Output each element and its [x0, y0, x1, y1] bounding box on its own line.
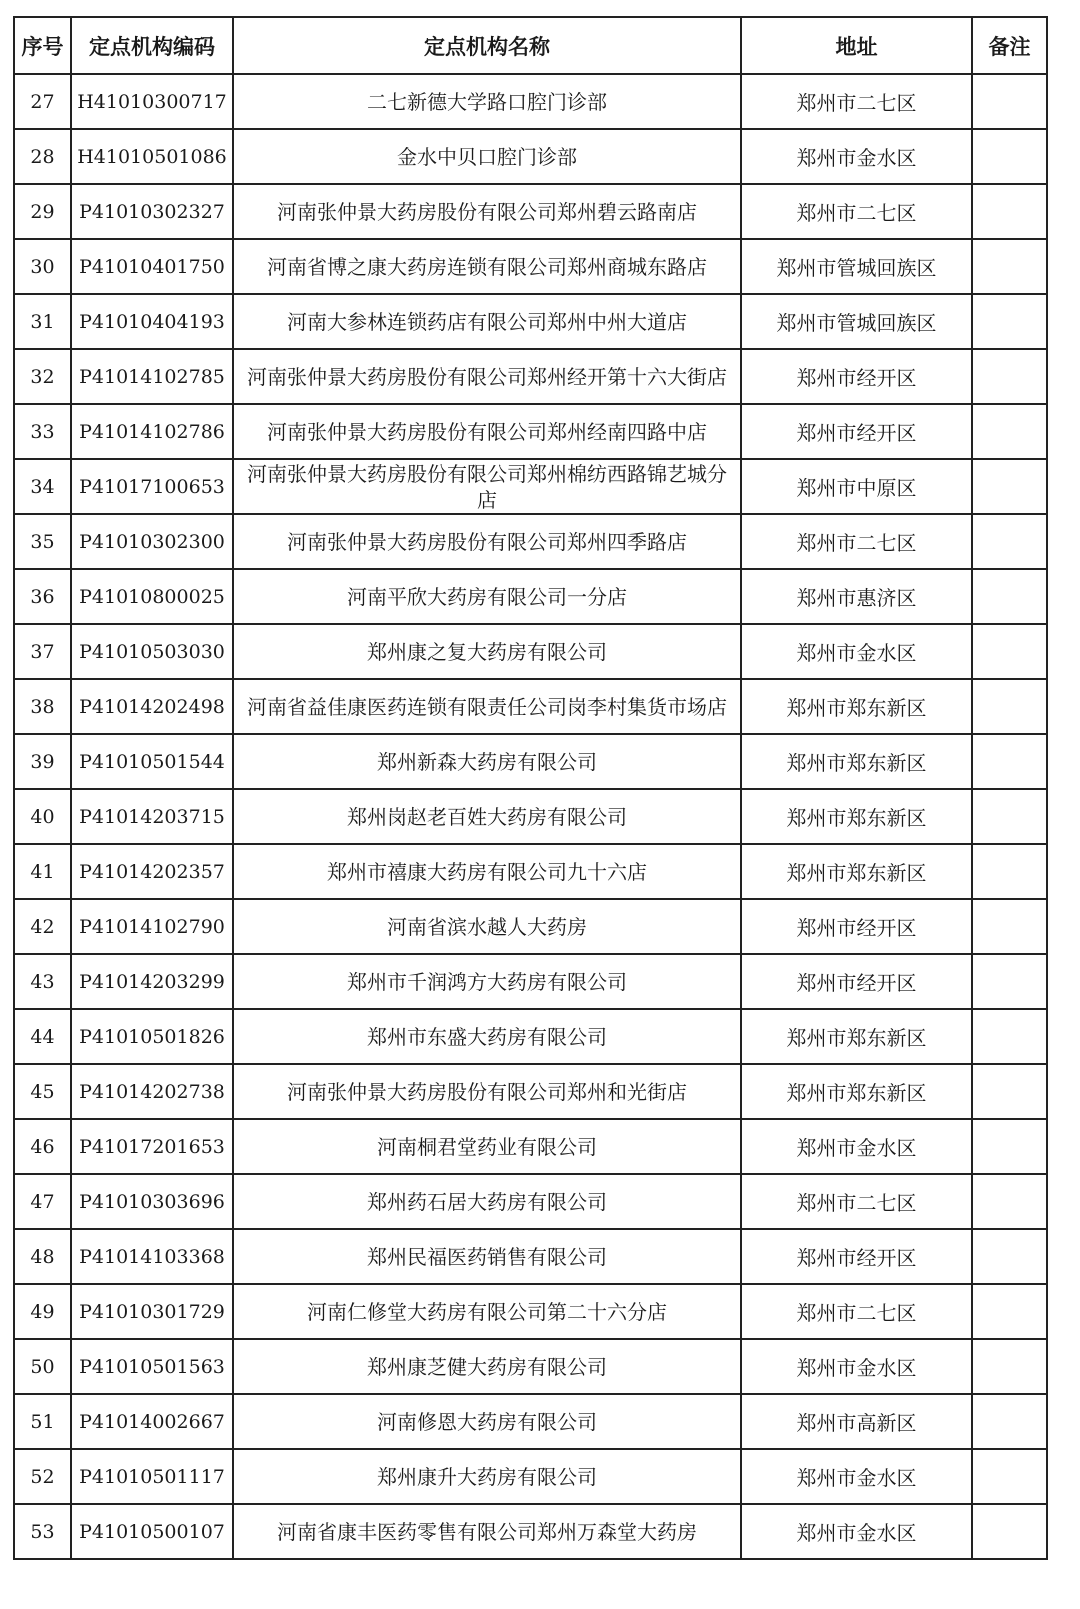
cell-name: 郑州市东盛大药房有限公司 [233, 1009, 741, 1064]
cell-address: 郑州市郑东新区 [741, 679, 972, 734]
cell-note [972, 74, 1047, 129]
cell-code: P41010800025 [71, 569, 233, 624]
cell-note [972, 1119, 1047, 1174]
cell-name: 郑州药石居大药房有限公司 [233, 1174, 741, 1229]
cell-code: P41014002667 [71, 1394, 233, 1449]
cell-seq: 39 [14, 734, 71, 789]
cell-code: P41010303696 [71, 1174, 233, 1229]
cell-note [972, 789, 1047, 844]
table-row [14, 789, 1047, 844]
cell-note [972, 679, 1047, 734]
cell-note [972, 514, 1047, 569]
cell-note [972, 1504, 1047, 1559]
cell-note [972, 899, 1047, 954]
cell-name: 郑州新森大药房有限公司 [233, 734, 741, 789]
cell-code: P41010503030 [71, 624, 233, 679]
table-row [14, 899, 1047, 954]
cell-name: 郑州市禧康大药房有限公司九十六店 [233, 844, 741, 899]
table-row [14, 459, 1047, 514]
cell-code: P41010302327 [71, 184, 233, 239]
table-row [14, 734, 1047, 789]
cell-seq: 48 [14, 1229, 71, 1284]
cell-seq: 46 [14, 1119, 71, 1174]
cell-note [972, 734, 1047, 789]
cell-address: 郑州市金水区 [741, 624, 972, 679]
cell-seq: 29 [14, 184, 71, 239]
cell-name: 河南张仲景大药房股份有限公司郑州经南四路中店 [233, 404, 741, 459]
table-row [14, 1394, 1047, 1449]
cell-code: P41014102790 [71, 899, 233, 954]
table-row [14, 1009, 1047, 1064]
cell-name: 河南张仲景大药房股份有限公司郑州棉纺西路锦艺城分店 [233, 459, 741, 514]
cell-name: 河南省博之康大药房连锁有限公司郑州商城东路店 [233, 239, 741, 294]
cell-address: 郑州市高新区 [741, 1394, 972, 1449]
cell-note [972, 844, 1047, 899]
cell-code: P41014203715 [71, 789, 233, 844]
cell-note [972, 1064, 1047, 1119]
cell-code: P41014102785 [71, 349, 233, 404]
cell-seq: 40 [14, 789, 71, 844]
cell-name: 郑州康之复大药房有限公司 [233, 624, 741, 679]
cell-code: P41010401750 [71, 239, 233, 294]
cell-address: 郑州市二七区 [741, 74, 972, 129]
cell-code: H41010300717 [71, 74, 233, 129]
cell-seq: 30 [14, 239, 71, 294]
table-row [14, 954, 1047, 1009]
cell-address: 郑州市经开区 [741, 349, 972, 404]
institution-table [13, 16, 1048, 1560]
cell-seq: 32 [14, 349, 71, 404]
cell-name: 河南省康丰医药零售有限公司郑州万森堂大药房 [233, 1504, 741, 1559]
cell-address: 郑州市郑东新区 [741, 844, 972, 899]
table-row [14, 349, 1047, 404]
cell-address: 郑州市惠济区 [741, 569, 972, 624]
cell-name: 河南修恩大药房有限公司 [233, 1394, 741, 1449]
cell-note [972, 1284, 1047, 1339]
table-row [14, 679, 1047, 734]
cell-code: P41010301729 [71, 1284, 233, 1339]
cell-name: 河南省滨水越人大药房 [233, 899, 741, 954]
cell-note [972, 954, 1047, 1009]
table-row [14, 129, 1047, 184]
cell-name: 河南张仲景大药房股份有限公司郑州经开第十六大街店 [233, 349, 741, 404]
cell-seq: 50 [14, 1339, 71, 1394]
cell-address: 郑州市经开区 [741, 1229, 972, 1284]
cell-name: 河南张仲景大药房股份有限公司郑州和光街店 [233, 1064, 741, 1119]
cell-note [972, 184, 1047, 239]
cell-seq: 33 [14, 404, 71, 459]
cell-address: 郑州市金水区 [741, 1449, 972, 1504]
cell-address: 郑州市二七区 [741, 1284, 972, 1339]
cell-name: 河南张仲景大药房股份有限公司郑州四季路店 [233, 514, 741, 569]
table-row [14, 514, 1047, 569]
cell-address: 郑州市经开区 [741, 954, 972, 1009]
cell-address: 郑州市郑东新区 [741, 734, 972, 789]
cell-code: P41014203299 [71, 954, 233, 1009]
header-code: 定点机构编码 [71, 17, 233, 74]
cell-address: 郑州市金水区 [741, 1504, 972, 1559]
cell-name: 金水中贝口腔门诊部 [233, 129, 741, 184]
cell-seq: 28 [14, 129, 71, 184]
table-row [14, 239, 1047, 294]
cell-address: 郑州市二七区 [741, 1174, 972, 1229]
table-row [14, 844, 1047, 899]
cell-note [972, 294, 1047, 349]
table-row [14, 569, 1047, 624]
header-address: 地址 [741, 17, 972, 74]
cell-note [972, 1339, 1047, 1394]
cell-code: P41010501117 [71, 1449, 233, 1504]
cell-name: 郑州民福医药销售有限公司 [233, 1229, 741, 1284]
cell-seq: 45 [14, 1064, 71, 1119]
cell-code: H41010501086 [71, 129, 233, 184]
table-row [14, 1174, 1047, 1229]
cell-seq: 52 [14, 1449, 71, 1504]
cell-address: 郑州市二七区 [741, 184, 972, 239]
table-body [14, 74, 1047, 1559]
cell-code: P41014202357 [71, 844, 233, 899]
cell-name: 郑州市千润鸿方大药房有限公司 [233, 954, 741, 1009]
cell-seq: 38 [14, 679, 71, 734]
cell-code: P41014202498 [71, 679, 233, 734]
cell-note [972, 1009, 1047, 1064]
table-row [14, 74, 1047, 129]
cell-seq: 42 [14, 899, 71, 954]
cell-note [972, 349, 1047, 404]
cell-seq: 43 [14, 954, 71, 1009]
table-row [14, 404, 1047, 459]
cell-note [972, 459, 1047, 514]
cell-seq: 44 [14, 1009, 71, 1064]
cell-address: 郑州市经开区 [741, 899, 972, 954]
cell-address: 郑州市郑东新区 [741, 1009, 972, 1064]
table-row [14, 1284, 1047, 1339]
cell-address: 郑州市金水区 [741, 1119, 972, 1174]
table-row [14, 1064, 1047, 1119]
header-note: 备注 [972, 17, 1047, 74]
cell-name: 郑州康升大药房有限公司 [233, 1449, 741, 1504]
cell-address: 郑州市金水区 [741, 129, 972, 184]
table-row [14, 624, 1047, 679]
cell-address: 郑州市郑东新区 [741, 1064, 972, 1119]
cell-address: 郑州市二七区 [741, 514, 972, 569]
cell-code: P41010501544 [71, 734, 233, 789]
cell-code: P41010501826 [71, 1009, 233, 1064]
cell-name: 二七新德大学路口腔门诊部 [233, 74, 741, 129]
cell-address: 郑州市管城回族区 [741, 239, 972, 294]
table-header-row [14, 17, 1047, 74]
table-row [14, 1504, 1047, 1559]
table-row [14, 1119, 1047, 1174]
cell-code: P41014202738 [71, 1064, 233, 1119]
cell-address: 郑州市管城回族区 [741, 294, 972, 349]
cell-code: P41010501563 [71, 1339, 233, 1394]
cell-code: P41017100653 [71, 459, 233, 514]
cell-name: 河南大参林连锁药店有限公司郑州中州大道店 [233, 294, 741, 349]
cell-name: 河南平欣大药房有限公司一分店 [233, 569, 741, 624]
cell-seq: 31 [14, 294, 71, 349]
cell-code: P41010404193 [71, 294, 233, 349]
cell-seq: 47 [14, 1174, 71, 1229]
table-row [14, 1339, 1047, 1394]
cell-address: 郑州市中原区 [741, 459, 972, 514]
cell-code: P41017201653 [71, 1119, 233, 1174]
cell-seq: 51 [14, 1394, 71, 1449]
table-row [14, 184, 1047, 239]
table-row [14, 294, 1047, 349]
table-row [14, 1449, 1047, 1504]
cell-address: 郑州市郑东新区 [741, 789, 972, 844]
cell-note [972, 1174, 1047, 1229]
cell-code: P41010500107 [71, 1504, 233, 1559]
cell-note [972, 1229, 1047, 1284]
cell-name: 河南桐君堂药业有限公司 [233, 1119, 741, 1174]
cell-name: 郑州岗赵老百姓大药房有限公司 [233, 789, 741, 844]
cell-name: 河南省益佳康医药连锁有限责任公司岗李村集货市场店 [233, 679, 741, 734]
cell-address: 郑州市金水区 [741, 1339, 972, 1394]
cell-seq: 27 [14, 74, 71, 129]
cell-seq: 34 [14, 459, 71, 514]
cell-name: 河南仁修堂大药房有限公司第二十六分店 [233, 1284, 741, 1339]
cell-seq: 53 [14, 1504, 71, 1559]
cell-note [972, 129, 1047, 184]
cell-name: 郑州康芝健大药房有限公司 [233, 1339, 741, 1394]
cell-note [972, 624, 1047, 679]
cell-note [972, 1449, 1047, 1504]
cell-note [972, 239, 1047, 294]
table-row [14, 1229, 1047, 1284]
header-seq: 序号 [14, 17, 71, 74]
cell-note [972, 1394, 1047, 1449]
cell-address: 郑州市经开区 [741, 404, 972, 459]
cell-seq: 49 [14, 1284, 71, 1339]
cell-name: 河南张仲景大药房股份有限公司郑州碧云路南店 [233, 184, 741, 239]
cell-seq: 36 [14, 569, 71, 624]
cell-note [972, 569, 1047, 624]
cell-code: P41014103368 [71, 1229, 233, 1284]
header-name: 定点机构名称 [233, 17, 741, 74]
cell-seq: 37 [14, 624, 71, 679]
cell-seq: 41 [14, 844, 71, 899]
cell-code: P41010302300 [71, 514, 233, 569]
cell-code: P41014102786 [71, 404, 233, 459]
cell-note [972, 404, 1047, 459]
cell-seq: 35 [14, 514, 71, 569]
